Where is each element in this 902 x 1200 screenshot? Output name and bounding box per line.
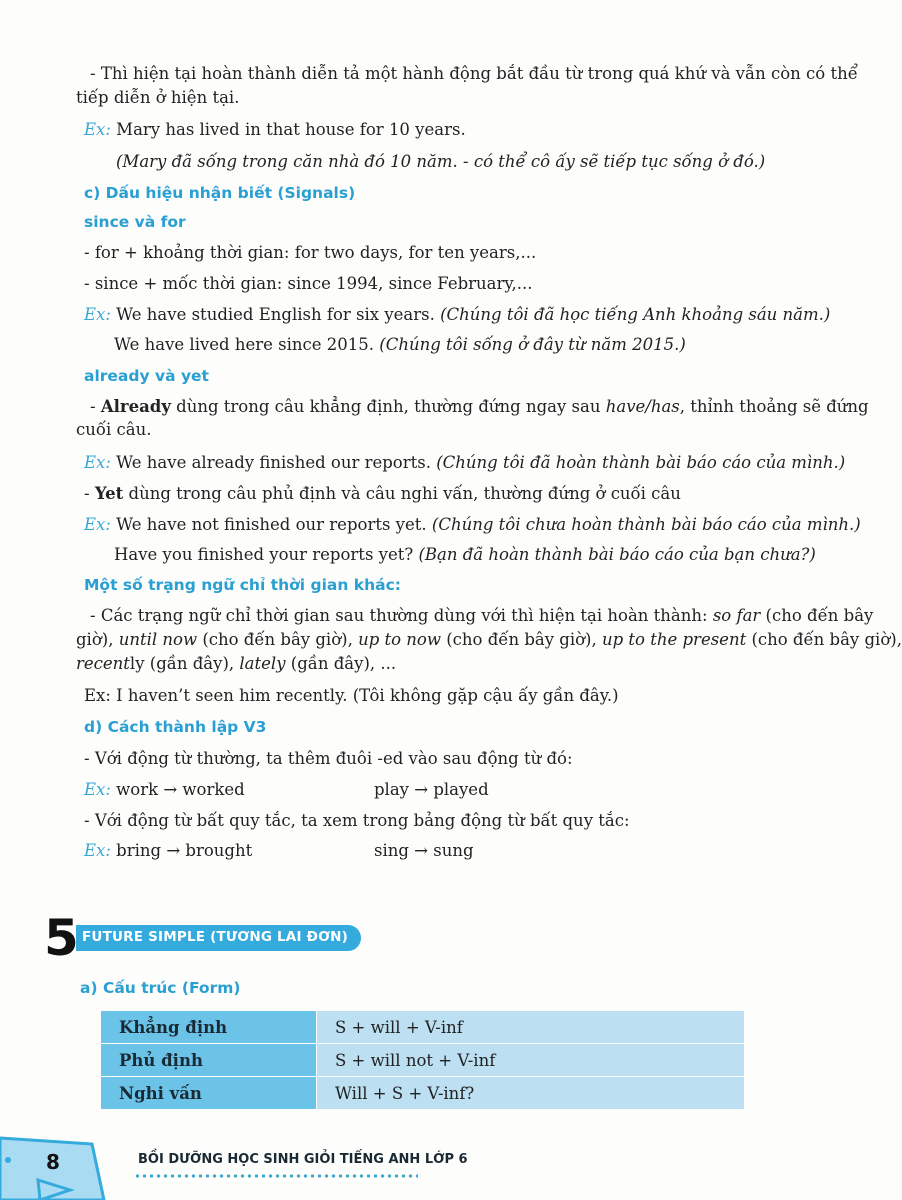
adverb-recently: recent bbox=[76, 654, 130, 673]
text: , thỉnh thoảng sẽ đứng bbox=[679, 397, 869, 416]
intro-line-2: tiếp diễn ở hiện tại. bbox=[76, 88, 240, 107]
dash: - bbox=[90, 397, 101, 416]
already-example bbox=[84, 453, 845, 473]
yet-rule bbox=[84, 484, 681, 504]
yet-example-2 bbox=[114, 545, 816, 565]
form-heading: a) Cấu trúc (Form) bbox=[80, 979, 241, 997]
section-title: FUTURE SIMPLE (TƯƠNG LAI ĐƠN) bbox=[82, 929, 348, 945]
intro-line-1: - Thì hiện tại hoàn thành diễn tả một hành động bắt đầu từ trong quá khứ và vẫn còn có thể bbox=[90, 64, 858, 83]
row-formula: S + will not + V-inf bbox=[317, 1044, 745, 1077]
ex-label: Ex: bbox=[84, 780, 111, 799]
ex-text: We have studied English for six years. bbox=[116, 305, 435, 324]
ex-text: Mary has lived in that house for 10 years. bbox=[116, 120, 466, 139]
already-yet-heading: already và yet bbox=[84, 367, 209, 385]
text: (cho đến bây giờ), bbox=[746, 630, 902, 649]
since-for-heading: since và for bbox=[84, 213, 186, 231]
v3-irregular-rule: - Với động từ bất quy tắc, ta xem trong bảng động từ bất quy tắc: bbox=[84, 811, 630, 830]
adverb-lately: lately bbox=[239, 654, 286, 673]
adverb-up-to-now: up to now bbox=[358, 630, 441, 649]
ex-translation: (Chúng tôi chưa hoàn thành bài báo cáo của mình.) bbox=[431, 515, 861, 534]
v3-irregular-example-1 bbox=[84, 841, 252, 861]
adverb-until-now: until now bbox=[118, 630, 198, 649]
since-rule: - since + mốc thời gian: since 1994, since February,... bbox=[84, 274, 533, 293]
ex-text: We have lived here since 2015. bbox=[114, 335, 375, 354]
already-word: Already bbox=[100, 397, 171, 416]
footer-book-title: BỒI DƯỠNG HỌC SINH GIỎI TIẾNG ANH LỚP 6 bbox=[138, 1152, 468, 1167]
since-for-example-2 bbox=[114, 335, 686, 355]
row-label: Phủ định bbox=[101, 1044, 317, 1077]
intro-example-translation: (Mary đã sống trong căn nhà đó 10 năm. - có thể cô ấy sẽ tiếp tục sống ở đó.) bbox=[116, 152, 766, 171]
text: (cho đến bây bbox=[760, 606, 874, 625]
ex-text: work → worked bbox=[116, 780, 245, 799]
page-number: 8 bbox=[46, 1150, 60, 1174]
other-adverbs-line-1 bbox=[90, 606, 873, 626]
text: - Các trạng ngữ chỉ thời gian sau thường dùng với thì hiện tại hoàn thành: bbox=[90, 606, 713, 625]
signals-heading: c) Dấu hiệu nhận biết (Signals) bbox=[84, 184, 356, 202]
row-label: Nghi vấn bbox=[101, 1077, 317, 1110]
intro-example bbox=[84, 120, 466, 140]
ex-text: We have not finished our reports yet. bbox=[116, 515, 427, 534]
v3-regular-example-2: play → played bbox=[374, 780, 489, 799]
ex-label: Ex: bbox=[84, 515, 111, 534]
row-formula: Will + S + V-inf? bbox=[317, 1077, 745, 1110]
ex-translation: (Chúng tôi sống ở đây từ năm 2015.) bbox=[379, 335, 686, 354]
yet-word: Yet bbox=[94, 484, 124, 503]
ex-translation: (Chúng tôi đã hoàn thành bài báo cáo của mình.) bbox=[436, 453, 846, 472]
row-formula: S + will + V-inf bbox=[317, 1011, 745, 1044]
v3-irregular-example-2: sing → sung bbox=[374, 841, 474, 860]
text: ly (gần đây), bbox=[129, 654, 240, 673]
text: (gần đây), ... bbox=[285, 654, 397, 673]
section-title-banner bbox=[76, 925, 361, 951]
ex-text: Have you finished your reports yet? bbox=[114, 545, 414, 564]
table-row bbox=[101, 1077, 745, 1110]
other-adverbs-line-2 bbox=[76, 630, 902, 650]
text: dùng trong câu khẳng định, thường đứng ngay sau bbox=[170, 397, 606, 416]
ex-text: We have already finished our reports. bbox=[116, 453, 431, 472]
table-row bbox=[101, 1011, 745, 1044]
form-table bbox=[100, 1010, 745, 1110]
adverb-so-far: so far bbox=[712, 606, 761, 625]
yet-example-1 bbox=[84, 515, 861, 535]
ex-label: Ex: bbox=[84, 453, 111, 472]
text: (cho đến bây giờ), bbox=[197, 630, 359, 649]
text: (cho đến bây giờ), bbox=[441, 630, 602, 649]
for-rule: - for + khoảng thời gian: for two days, for ten years,... bbox=[84, 243, 537, 262]
text: dùng trong câu phủ định và câu nghi vấn, thường đứng ở cuối câu bbox=[123, 484, 681, 503]
other-adverbs-line-3 bbox=[76, 654, 396, 674]
ex-translation: (Bạn đã hoàn thành bài báo cáo của bạn chưa?) bbox=[418, 545, 816, 564]
ex-label: Ex: bbox=[84, 841, 111, 860]
table-row bbox=[101, 1044, 745, 1077]
row-label: Khẳng định bbox=[101, 1011, 317, 1044]
v3-regular-rule: - Với động từ thường, ta thêm đuôi -ed vào sau động từ đó: bbox=[84, 749, 573, 768]
footer-dotted-line bbox=[134, 1174, 418, 1178]
dash: - bbox=[84, 484, 95, 503]
section-number: 5 bbox=[44, 909, 79, 967]
v3-regular-example-1 bbox=[84, 780, 245, 800]
ex-label: Ex: bbox=[84, 305, 111, 324]
other-adverbs-heading: Một số trạng ngữ chỉ thời gian khác: bbox=[84, 576, 401, 594]
text: giờ), bbox=[76, 630, 119, 649]
have-has: have/has bbox=[605, 397, 680, 416]
since-for-example-1 bbox=[84, 305, 830, 325]
ex-label: Ex: bbox=[84, 120, 111, 139]
other-adverbs-example: Ex: I haven’t seen him recently. (Tôi không gặp cậu ấy gần đây.) bbox=[84, 686, 619, 705]
ex-text: bring → brought bbox=[116, 841, 253, 860]
ex-translation: (Chúng tôi đã học tiếng Anh khoảng sáu năm.) bbox=[440, 305, 831, 324]
already-rule-line-2: cuối câu. bbox=[76, 420, 152, 439]
v3-heading: d) Cách thành lập V3 bbox=[84, 718, 267, 736]
adverb-up-to-the-present: up to the present bbox=[601, 630, 747, 649]
already-rule bbox=[90, 397, 869, 417]
